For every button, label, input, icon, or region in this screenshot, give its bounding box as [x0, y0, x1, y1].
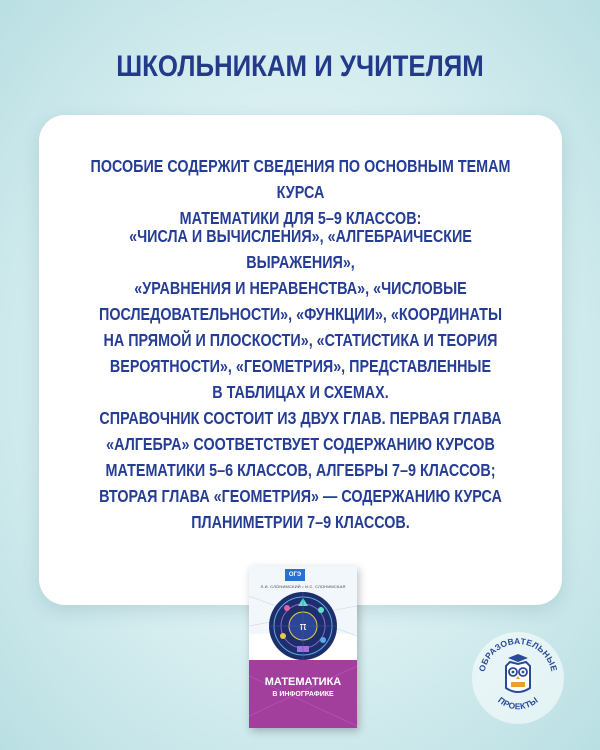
structure-paragraph: [86, 405, 515, 535]
page-heading: ШКОЛЬНИКАМ И УЧИТЕЛЯМ: [116, 50, 484, 83]
topics-line: ВЕРОЯТНОСТИ», «ГЕОМЕТРИЯ», ПРЕДСТАВЛЕННЫЕ: [109, 356, 492, 376]
structure-line: ВТОРАЯ ГЛАВА «ГЕОМЕТРИЯ» — СОДЕРЖАНИЮ КУРСА: [99, 486, 502, 506]
book-infographic-icon: [267, 590, 339, 662]
structure-line: «АЛГЕБРА» СООТВЕТСТВУЕТ СОДЕРЖАНИЮ КУРСОВ: [106, 434, 495, 454]
structure-line: МАТЕМАТИКИ 5–6 КЛАССОВ, АЛГЕБРЫ 7–9 КЛАССОВ;: [105, 460, 496, 480]
intro-line: ПОСОБИЕ СОДЕРЖИТ СВЕДЕНИЯ ПО ОСНОВНЫМ ТЕМАМ КУРСА: [90, 156, 511, 202]
intro-paragraph: [86, 153, 515, 231]
book-authors: Л.И. СЛОНИМСКИЙ • И.С. СЛОНИМСКАЯ: [260, 584, 346, 589]
svg-text:π: π: [299, 620, 307, 633]
logo-text-top: ОБРАЗОВАТЕЛЬНЫЕ: [476, 635, 560, 673]
book-subtitle: В ИНФОГРАФИКЕ: [272, 691, 334, 698]
topics-line: ПОСЛЕДОВАТЕЛЬНОСТИ», «ФУНКЦИИ», «КООРДИНАТЫ: [99, 304, 502, 324]
intro-line: МАТЕМАТИКИ ДЛЯ 5–9 КЛАССОВ:: [179, 208, 422, 228]
structure-line: СПРАВОЧНИК СОСТОИТ ИЗ ДВУХ ГЛАВ. ПЕРВАЯ ГЛАВА: [99, 408, 502, 428]
book-cover: [249, 566, 357, 728]
topics-line: НА ПРЯМОЙ И ПЛОСКОСТИ», «СТАТИСТИКА И ТЕОРИЯ: [103, 330, 498, 350]
topics-line: «ЧИСЛА И ВЫЧИСЛЕНИЯ», «АЛГЕБРАИЧЕСКИЕ ВЫРАЖЕНИЯ»,: [129, 226, 472, 272]
book-title: МАТЕМАТИКА: [264, 676, 342, 688]
topics-line: В ТАБЛИЦАХ И СХЕМАХ.: [212, 382, 389, 402]
book-badge: ОГЭ: [285, 569, 305, 581]
logo-text-bottom: ПРОЕКТЫ: [496, 694, 540, 712]
topics-paragraph: [86, 223, 515, 405]
topics-line: «УРАВНЕНИЯ И НЕРАВЕНСТВА», «ЧИСЛОВЫЕ: [134, 278, 467, 298]
structure-line: ПЛАНИМЕТРИИ 7–9 КЛАССОВ.: [191, 512, 410, 532]
info-card: [39, 115, 562, 605]
publisher-logo: [470, 630, 566, 726]
